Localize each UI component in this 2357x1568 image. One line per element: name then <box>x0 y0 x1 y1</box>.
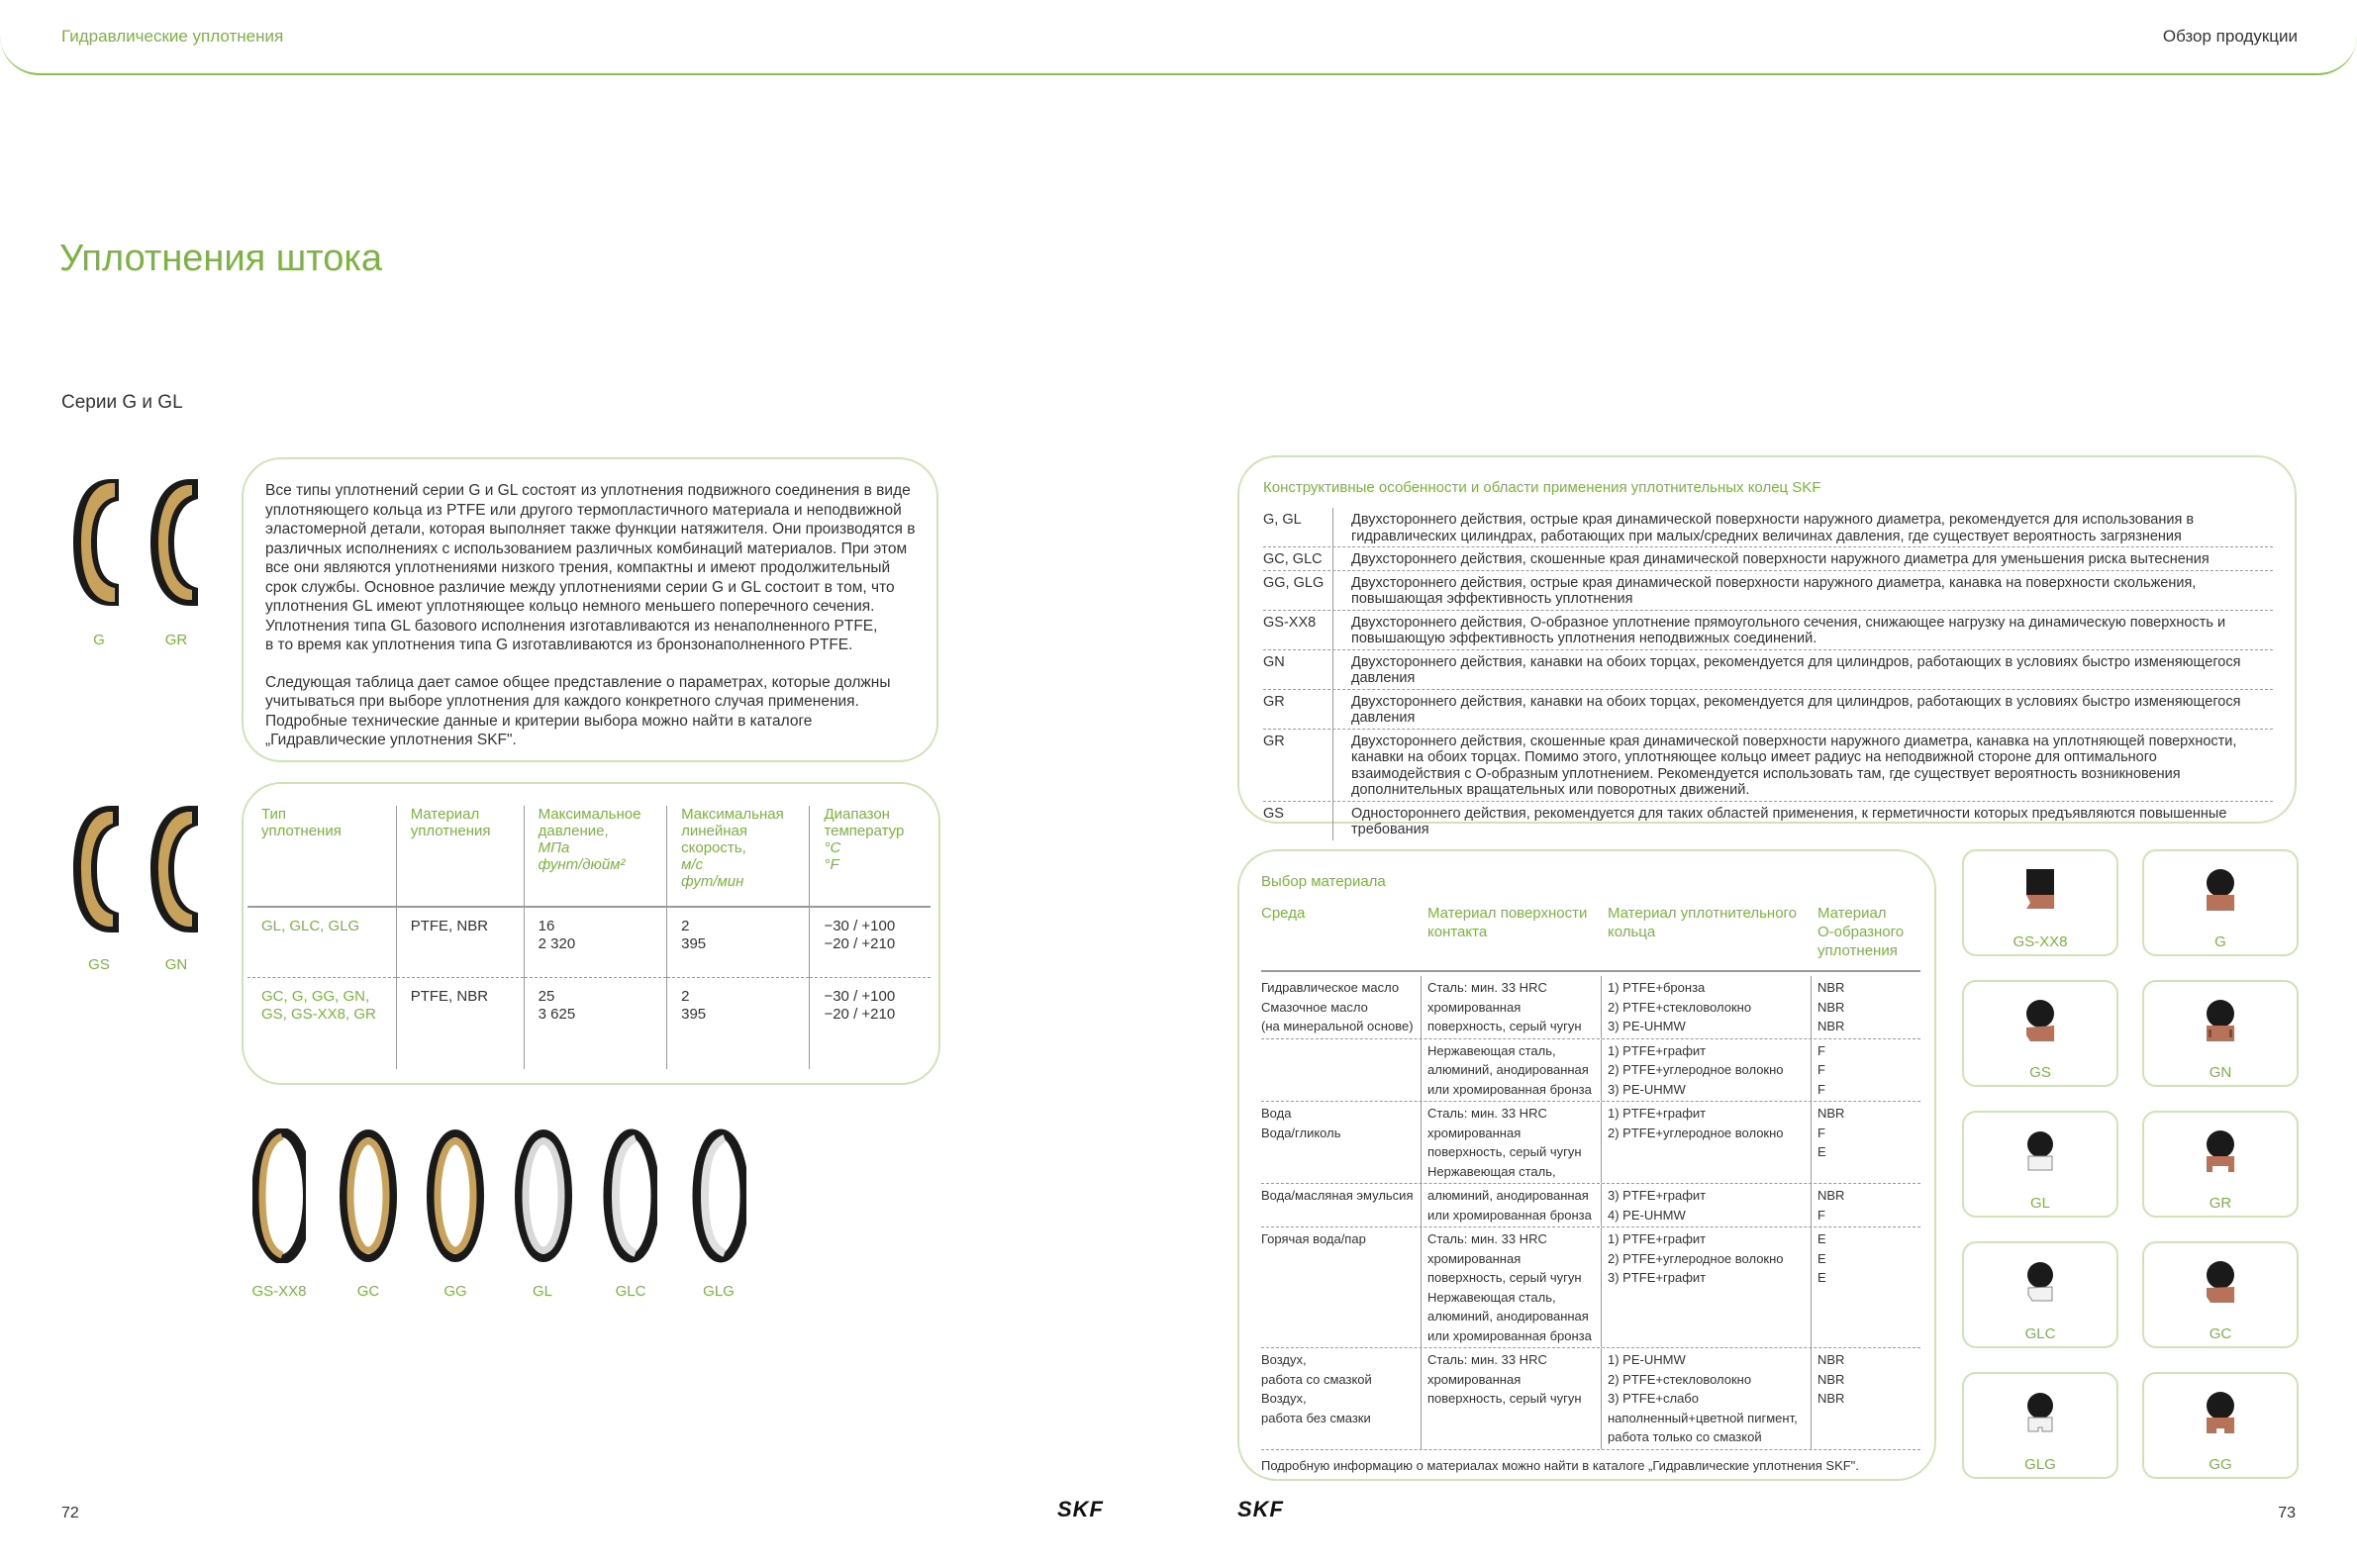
intro-paragraph-2 <box>265 673 917 750</box>
feature-description <box>1333 802 2226 840</box>
profile-label: GLC <box>2024 1325 2056 1342</box>
materials-cell-line: поверхность, серый чугун <box>1427 1270 1582 1285</box>
materials-footnote: Подробную информацию о материалах можно найти в каталоге „Гидравлические уплотнения SKF". <box>1261 1458 1859 1473</box>
feature-row <box>1263 730 2273 802</box>
materials-cell-line: алюминий, анодированная <box>1427 1188 1589 1203</box>
materials-cell-line: 1) PTFE+бронза <box>1608 980 1706 995</box>
params-cell-line: GC, G, GG, GN, <box>261 988 370 1005</box>
ring-gr-label: GR <box>164 632 188 648</box>
materials-cell <box>1422 1039 1602 1102</box>
feature-description-line: канавки на обоих торцах. Помимо этого, уплотняющее кольцо имеет радиус на неподвижной стороне для оптимального <box>1351 749 2157 765</box>
params-cell-line: 2 320 <box>538 935 576 952</box>
params-header-line: °F <box>824 856 839 873</box>
materials-cell <box>1261 976 1422 1038</box>
intro-line: уплотнения GL имеют уплотняющее кольцо немного меньшего поперечного сечения. <box>265 598 875 615</box>
feature-description-line: Двухстороннего действия, острые края динамической поверхности наружного диаметра, рекомендуется для использования в <box>1351 512 2195 528</box>
features-box <box>1237 455 2297 837</box>
params-header-line: Диапазон <box>824 806 890 823</box>
profile-card-glc <box>1962 1241 2118 1348</box>
feature-description-line: дополнительных вращательных или поворотных движений. <box>1351 782 1750 798</box>
materials-cell-line: NBR <box>1817 980 1845 995</box>
materials-cell <box>1261 1039 1422 1102</box>
params-header-line: температур <box>824 823 905 839</box>
feature-description <box>1333 571 2196 610</box>
feature-code: GS-XX8 <box>1263 611 1333 649</box>
feature-description-line: гидравлических цилиндрах, работающих при малых/средних величинах давления, где существует вероятность загрязнения <box>1351 528 2182 544</box>
feature-description-line: Одностороннего действия, рекомендуется для таких областей применения, к герметичности которых предъявляются повышенные <box>1351 805 2227 822</box>
materials-cell-line: Нержавеющая сталь, <box>1427 1289 1556 1305</box>
materials-cell-line: работа без смазки <box>1261 1410 1371 1425</box>
materials-cell-line: Вода <box>1261 1106 1292 1121</box>
params-header-line: фут/мин <box>681 873 744 890</box>
materials-cell-line: 1) PTFE+графит <box>1608 1231 1707 1246</box>
materials-cell-line: E <box>1817 1250 1826 1266</box>
params-header-line: Максимальная <box>681 806 784 823</box>
params-header-line: уплотнения <box>261 823 342 839</box>
feature-row <box>1263 650 2273 690</box>
materials-cell-line: хромированная <box>1427 1250 1522 1266</box>
feature-description-line: повышающую эффективность уплотнения неподвижных соединений. <box>1351 631 1817 646</box>
materials-cell-line: F <box>1817 1062 1825 1077</box>
materials-cell-line: поверхность, серый чугун <box>1427 1019 1582 1033</box>
params-cell <box>667 978 810 1070</box>
params-cell <box>396 978 524 1070</box>
intro-line: уплотняющего кольца из PTFE или другого термопластичного материала и неподвижной <box>265 501 902 519</box>
materials-cell-line: хромированная <box>1427 1371 1522 1387</box>
materials-cell-line: F <box>1817 1081 1825 1097</box>
skf-logo-left: SKF <box>1057 1497 1104 1521</box>
materials-cell-line: F <box>1817 1125 1825 1140</box>
header-section-left: Гидравлические уплотнения <box>61 27 284 46</box>
feature-code: GS <box>1263 802 1333 840</box>
intro-line: Все типы уплотнений серии G и GL состоят из уплотнения подвижного соединения в виде <box>265 482 911 499</box>
params-cell-line: 16 <box>538 918 555 934</box>
materials-cell-line: хромированная <box>1427 999 1522 1015</box>
feature-description <box>1333 690 2240 729</box>
params-header-line: линейная <box>681 823 748 839</box>
ring-glg-label: GLG <box>703 1283 735 1300</box>
feature-code: GR <box>1263 690 1333 729</box>
materials-header-line: Среда <box>1261 905 1306 922</box>
materials-header-line: Материал поверхности <box>1427 905 1588 922</box>
materials-cell-line: E <box>1817 1144 1826 1159</box>
materials-header-cell <box>1261 904 1422 960</box>
feature-description <box>1333 611 2225 649</box>
params-header-cell <box>247 806 396 907</box>
intro-paragraph-1 <box>265 481 917 655</box>
materials-header-line: O-образного <box>1817 924 1905 940</box>
intro-text-box <box>242 457 938 762</box>
feature-description-line: давления <box>1351 670 1416 686</box>
materials-box <box>1237 849 1936 1481</box>
feature-code: GN <box>1263 650 1333 689</box>
profile-label: GL <box>2029 1195 2050 1212</box>
ring-gn-label: GN <box>164 956 188 973</box>
params-header-cell <box>396 806 524 907</box>
materials-cell-line: Воздух, <box>1261 1352 1307 1367</box>
materials-cell-line: F <box>1817 1042 1825 1058</box>
materials-cell-line: NBR <box>1817 1188 1845 1203</box>
params-header-line: °C <box>824 839 841 856</box>
materials-cell <box>1602 1039 1812 1102</box>
materials-row <box>1261 1227 1920 1348</box>
series-subtitle: Серии G и GL <box>61 392 183 413</box>
materials-cell <box>1602 1348 1812 1449</box>
profile-label: GR <box>2209 1195 2232 1212</box>
ring-gn-image <box>148 800 210 938</box>
materials-header-line: уплотнения <box>1817 942 1898 959</box>
profile-label: GC <box>2209 1325 2232 1342</box>
materials-cell-line: или хромированная бронза <box>1427 1081 1592 1097</box>
materials-cell-line: Нержавеющая сталь, <box>1427 1042 1556 1058</box>
params-cell <box>524 907 666 978</box>
seal-profile-icon <box>2013 994 2068 1045</box>
ring-g-image <box>71 473 133 612</box>
profile-label: GG <box>2209 1456 2232 1473</box>
ring-g-label: G <box>93 632 105 648</box>
profile-card-gl <box>1962 1111 2118 1218</box>
materials-header-line: контакта <box>1427 924 1488 940</box>
ring-gc-image <box>339 1128 398 1263</box>
intro-line: различных исполнениях с использованием различных комбинаций материалов. При этом <box>265 539 908 557</box>
features-list <box>1263 508 2273 840</box>
materials-cell-line: 2) PTFE+углеродное волокно <box>1608 1250 1784 1266</box>
intro-line: Следующая таблица дает самое общее представление о параметрах, которые должны <box>265 673 891 691</box>
materials-row <box>1261 1102 1920 1184</box>
materials-cell-line: 2) PTFE+углеродное волокно <box>1608 1125 1784 1140</box>
materials-cell <box>1812 1102 1920 1183</box>
materials-cell-line: NBR <box>1817 1391 1845 1406</box>
params-cell-line: 395 <box>681 935 707 952</box>
materials-cell <box>1812 976 1920 1038</box>
intro-line: срок службы. Основное различие между уплотнениями серии G и GL состоит в том, что <box>265 578 895 596</box>
params-header-line: скорость, <box>681 839 746 856</box>
intro-line: учитываться при выборе уплотнения для каждого конкретного случая применения. <box>265 693 859 710</box>
feature-description <box>1333 730 2236 801</box>
params-cell <box>247 978 396 1070</box>
intro-line: в то время как уплотнения типа G изготавливаются из бронзонаполненного PTFE. <box>265 637 853 653</box>
materials-cell <box>1422 1184 1602 1226</box>
ring-gl-label: GL <box>532 1283 552 1300</box>
feature-description-line: повышающая эффективность уплотнения <box>1351 591 1633 607</box>
seal-profile-icon <box>2013 863 2068 915</box>
feature-code: GG, GLG <box>1263 571 1333 610</box>
materials-cell-line: Горячая вода/пар <box>1261 1231 1366 1246</box>
params-cell-line: 2 <box>681 918 690 934</box>
materials-cell <box>1261 1184 1422 1226</box>
feature-row <box>1263 802 2273 840</box>
profile-card-gs-xx8 <box>1962 849 2118 956</box>
materials-row <box>1261 1184 1920 1227</box>
feature-code: GR <box>1263 730 1333 801</box>
materials-cell-line: (на минеральной основе) <box>1261 1019 1414 1033</box>
feature-description-line: Двухстороннего действия, O-образное уплотнение прямоугольного сечения, снижающее нагрузку на динамическую поверхность и <box>1351 614 2226 631</box>
parameters-table-box <box>242 782 940 1085</box>
intro-line: Уплотнения типа GL базового исполнения изготавливаются из ненаполненного PTFE, <box>265 617 878 635</box>
parameters-table <box>247 806 931 1069</box>
ring-gr-image <box>148 473 210 612</box>
materials-table <box>1261 904 1920 1450</box>
params-header-line: давление, <box>538 823 609 839</box>
profile-card-g <box>2142 849 2299 956</box>
materials-header-cell <box>1602 904 1812 960</box>
seal-profile-icon <box>2013 1386 2068 1437</box>
params-cell <box>396 907 524 978</box>
profile-label: G <box>2214 933 2226 950</box>
materials-cell <box>1422 976 1602 1038</box>
materials-cell <box>1812 1348 1920 1449</box>
materials-cell-line: NBR <box>1817 1352 1845 1367</box>
ring-gs-image <box>71 800 133 938</box>
ring-glg-image <box>691 1128 746 1263</box>
materials-cell-line: поверхность, серый чугун <box>1427 1144 1582 1159</box>
params-cell-line: PTFE, NBR <box>410 918 489 934</box>
materials-cell-line: Смазочное масло <box>1261 999 1368 1015</box>
feature-row <box>1263 547 2273 571</box>
materials-row <box>1261 1039 1920 1103</box>
materials-cell-line: NBR <box>1817 999 1845 1015</box>
intro-line: эластомерной детали, которая выполняет также функции натяжителя. Они производятся в <box>265 521 916 538</box>
profile-card-glg <box>1962 1372 2118 1479</box>
params-cell-line: −20 / +210 <box>824 1006 896 1023</box>
materials-cell-line: 2) PTFE+углеродное волокно <box>1608 1062 1784 1077</box>
materials-row <box>1261 976 1920 1039</box>
params-header-cell <box>810 806 931 907</box>
materials-header-cell <box>1422 904 1602 960</box>
params-header-cell <box>667 806 810 907</box>
materials-cell <box>1812 1039 1920 1102</box>
seal-profile-icon <box>2013 1255 2068 1307</box>
feature-description-line: Двухстороннего действия, скошенные края динамической поверхности наружного диаметра, канавка на уплотняющей поверхности, <box>1351 733 2237 749</box>
params-header-cell <box>524 806 666 907</box>
params-cell <box>810 978 931 1070</box>
seal-profile-icon <box>2193 1386 2248 1437</box>
params-header-line: Максимальное <box>538 806 641 823</box>
params-cell <box>524 978 666 1070</box>
materials-cell-line: Сталь: мин. 33 HRC <box>1427 1352 1547 1367</box>
seal-profile-icon <box>2193 1255 2248 1307</box>
materials-cell-line: 3) PE-UHMW <box>1608 1081 1686 1097</box>
params-cell <box>247 907 396 978</box>
params-header-line: фунт/дюйм² <box>538 856 626 873</box>
profile-card-gg <box>2142 1372 2299 1479</box>
params-header-line: Материал <box>410 806 480 823</box>
profile-label: GN <box>2209 1064 2232 1081</box>
materials-cell-line: Сталь: мин. 33 HRC <box>1427 1106 1547 1121</box>
materials-cell-line: F <box>1817 1207 1825 1223</box>
profile-label: GS <box>2029 1064 2051 1081</box>
ring-gs-xx8-label: GS-XX8 <box>251 1283 307 1300</box>
materials-cell <box>1812 1184 1920 1226</box>
materials-cell-line: Вода/масляная эмульсия <box>1261 1188 1414 1203</box>
materials-cell-line: 2) PTFE+стекловолокно <box>1608 1371 1752 1387</box>
ring-gg-image <box>426 1128 485 1263</box>
materials-header-cell <box>1812 904 1920 960</box>
profile-label: GLG <box>2024 1456 2056 1473</box>
materials-cell-line: 1) PTFE+графит <box>1608 1042 1707 1058</box>
ring-gl-image <box>514 1128 573 1263</box>
params-cell-line: 395 <box>681 1006 707 1023</box>
profile-card-gc <box>2142 1241 2299 1348</box>
materials-cell-line: 3) PTFE+графит <box>1608 1188 1707 1203</box>
page-title: Уплотнения штока <box>59 238 382 279</box>
feature-description-line: Двухстороннего действия, канавки на обоих торцах, рекомендуется для цилиндров, работающих в условиях быстро изменяющегося <box>1351 693 2241 710</box>
materials-cell <box>1602 1102 1812 1183</box>
materials-cell-line: Вода/гликоль <box>1261 1125 1341 1140</box>
intro-line: Подробные технические данные и критерии выбора можно найти в каталоге <box>265 712 813 730</box>
intro-line: все они являются уплотнениями низкого трения, компактны и имеют продолжительный <box>265 559 891 576</box>
materials-cell <box>1261 1102 1422 1183</box>
params-cell-line: PTFE, NBR <box>410 988 489 1005</box>
params-header-line: Тип <box>261 806 287 823</box>
materials-cell-line: 3) PE-UHMW <box>1608 1019 1686 1033</box>
params-cell-line: 2 <box>681 988 690 1005</box>
profile-card-gs <box>1962 980 2118 1087</box>
feature-description-line: требования <box>1351 822 1429 837</box>
materials-cell <box>1812 1227 1920 1347</box>
params-cell <box>667 907 810 978</box>
materials-cell-line: хромированная <box>1427 1125 1522 1140</box>
seal-profile-icon <box>2193 863 2248 915</box>
seal-profile-icon <box>2013 1125 2068 1176</box>
profile-card-gr <box>2142 1111 2299 1218</box>
params-cell-line: 25 <box>538 988 555 1005</box>
params-cell-line: −20 / +210 <box>824 935 896 952</box>
feature-description-line: Двухстороннего действия, канавки на обоих торцах, рекомендуется для цилиндров, работающих в условиях быстро изменяющегося <box>1351 653 2241 670</box>
features-title: Конструктивные особенности и области применения уплотнительных колец SKF <box>1263 479 1821 496</box>
feature-code: GC, GLC <box>1263 547 1333 570</box>
header-section-right: Обзор продукции <box>2162 27 2298 46</box>
params-cell-line: GS, GS-XX8, GR <box>261 1006 376 1023</box>
ring-gs-label: GS <box>88 956 110 973</box>
materials-cell-line: Воздух, <box>1261 1391 1307 1406</box>
materials-cell-line: работа со смазкой <box>1261 1371 1372 1387</box>
materials-cell-line: NBR <box>1817 1371 1845 1387</box>
materials-cell <box>1261 1348 1422 1449</box>
feature-row <box>1263 508 2273 547</box>
materials-cell <box>1422 1102 1602 1183</box>
feature-description-line: взаимодействия с O-образным уплотнением. Рекомендуется использовать там, где существует вероятность возникновения <box>1351 765 2181 782</box>
profile-label: GS-XX8 <box>2013 933 2068 950</box>
feature-row <box>1263 611 2273 650</box>
materials-cell-line: поверхность, серый чугун <box>1427 1391 1582 1406</box>
materials-header-row <box>1261 904 1920 972</box>
params-header-line: уплотнения <box>410 823 491 839</box>
ring-gc-label: GC <box>356 1283 380 1300</box>
feature-description <box>1333 508 2194 546</box>
feature-description <box>1333 650 2240 689</box>
materials-cell-line: 1) PTFE+графит <box>1608 1106 1707 1121</box>
materials-cell-line: 3) PTFE+графит <box>1608 1270 1707 1285</box>
profile-card-gn <box>2142 980 2299 1087</box>
intro-line: „Гидравлические уплотнения SKF". <box>265 732 517 748</box>
feature-description-line: Двухстороннего действия, острые края динамической поверхности наружного диаметра, канавка на поверхности скольжения, <box>1351 574 2197 591</box>
materials-cell-line: NBR <box>1817 1019 1845 1033</box>
feature-row <box>1263 690 2273 730</box>
ring-gs-xx8-image <box>252 1128 306 1263</box>
materials-title: Выбор материала <box>1261 873 1386 890</box>
seal-profile-icon <box>2193 994 2248 1045</box>
skf-logo-right: SKF <box>1237 1497 1284 1521</box>
params-cell-line: −30 / +100 <box>824 918 896 934</box>
materials-cell-line: алюминий, анодированная <box>1427 1062 1589 1077</box>
page-number-left: 72 <box>61 1505 79 1521</box>
ring-glc-image <box>602 1128 657 1263</box>
materials-cell-line: алюминий, анодированная <box>1427 1309 1589 1323</box>
materials-cell-line: E <box>1817 1270 1826 1285</box>
materials-cell <box>1261 1227 1422 1347</box>
materials-cell-line: или хромированная бронза <box>1427 1207 1592 1223</box>
materials-cell-line: 1) PE-UHMW <box>1608 1352 1686 1367</box>
materials-cell-line: Сталь: мин. 33 HRC <box>1427 980 1547 995</box>
materials-row <box>1261 1348 1920 1450</box>
materials-cell-line: или хромированная бронза <box>1427 1327 1592 1343</box>
ring-glc-label: GLC <box>615 1283 646 1300</box>
materials-header-line: кольца <box>1608 924 1656 940</box>
materials-cell <box>1602 1227 1812 1347</box>
seal-profile-icon <box>2193 1125 2248 1176</box>
materials-cell-line: NBR <box>1817 1106 1845 1121</box>
materials-cell <box>1602 976 1812 1038</box>
params-header-line: МПа <box>538 839 570 856</box>
materials-cell-line: наполненный+цветной пигмент, <box>1608 1410 1798 1425</box>
materials-cell-line: работа только со смазкой <box>1608 1429 1762 1444</box>
materials-header-line: Материал уплотнительного <box>1608 905 1798 922</box>
materials-header-line: Материал <box>1817 905 1887 922</box>
materials-cell <box>1422 1348 1602 1449</box>
materials-cell <box>1602 1184 1812 1226</box>
feature-row <box>1263 571 2273 611</box>
header-bar <box>0 0 2357 75</box>
feature-description <box>1333 547 2210 570</box>
ring-gg-label: GG <box>443 1283 467 1300</box>
feature-code: G, GL <box>1263 508 1333 546</box>
feature-description-line: давления <box>1351 710 1416 726</box>
params-header-line: м/с <box>681 856 704 873</box>
materials-cell-line: 3) PTFE+слабо <box>1608 1391 1699 1406</box>
params-cell-line: 3 625 <box>538 1006 576 1023</box>
materials-cell <box>1422 1227 1602 1347</box>
materials-cell-line: E <box>1817 1231 1826 1246</box>
materials-cell-line: Гидравлическое масло <box>1261 980 1400 995</box>
params-cell-line: −30 / +100 <box>824 988 896 1005</box>
params-cell <box>810 907 931 978</box>
page-number-right: 73 <box>2278 1505 2296 1521</box>
materials-cell-line: Нержавеющая сталь, <box>1427 1163 1556 1179</box>
params-cell-line: GL, GLC, GLG <box>261 918 360 934</box>
materials-cell-line: Сталь: мин. 33 HRC <box>1427 1231 1547 1246</box>
materials-cell-line: 2) PTFE+стекловолокно <box>1608 999 1752 1015</box>
feature-description-line: Двухстороннего действия, скошенные края динамической поверхности наружного диаметра для уменьшения риска вытеснения <box>1351 551 2210 567</box>
materials-cell-line: 4) PE-UHMW <box>1608 1207 1686 1223</box>
